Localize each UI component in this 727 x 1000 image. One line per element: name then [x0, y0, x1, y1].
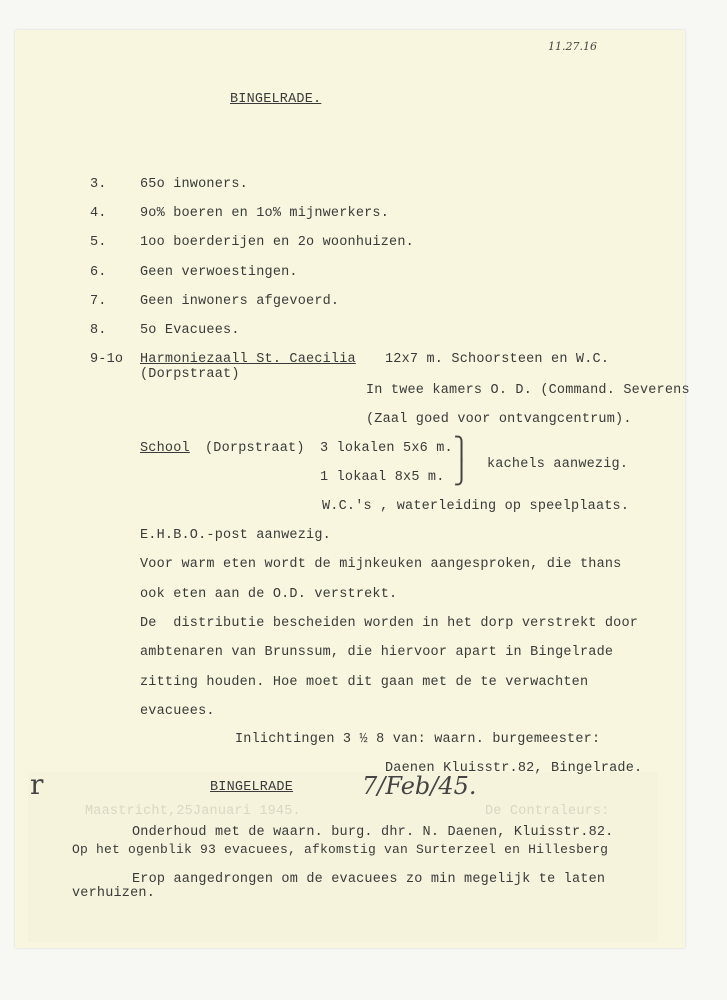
- slip-line2: Op het ogenblik 93 evacuees, afkomstig van Surterzeel en Hillesberg: [72, 842, 609, 857]
- item-text: 5o Evacuees.: [140, 323, 240, 338]
- paragraph-line: zitting houden. Hoe moet dit gaan met de te verwachten: [140, 674, 589, 690]
- item-number: 6.: [90, 264, 107, 280]
- paragraph-line: ambtenaren van Brunssum, die hiervoor apart in Bingelrade: [140, 645, 614, 661]
- bleed-through-right: De Contraleurs:: [485, 804, 610, 819]
- document-title: BINGELRADE.: [230, 92, 322, 107]
- slip-line3: Erop aangedrongen om de evacuees zo min megelijk te laten: [132, 872, 606, 887]
- item-number: 9-1o: [90, 352, 124, 367]
- hall-name: Harmoniezaall St. Caecilia: [140, 352, 356, 367]
- school-room2: 1 lokaal 8x5 m.: [320, 470, 445, 485]
- item-number: 3.: [90, 177, 107, 192]
- school-room1: 3 lokalen 5x6 m.: [320, 441, 453, 456]
- item-number: 8.: [90, 323, 107, 338]
- pasted-slip: [28, 772, 658, 942]
- paragraph-line: Voor warm eten wordt de mijnkeuken aangesproken, die thans: [140, 557, 622, 573]
- paragraph-line: E.H.B.O.-post aanwezig.: [140, 528, 331, 543]
- slip-line1: Onderhoud met de waarn. burg. dhr. N. Daenen, Kluisstr.82.: [132, 825, 614, 840]
- school-name: School: [140, 441, 190, 456]
- school-facilities: W.C.'s , waterleiding op speelplaats.: [322, 499, 630, 514]
- info-line: Inlichtingen 3 ½ 8 van: waarn. burgemeester:: [235, 732, 601, 747]
- slip-line4: verhuizen.: [72, 886, 156, 901]
- item-text: 65o inwoners.: [140, 177, 248, 192]
- brace: ⎭: [455, 461, 469, 486]
- item-number: 7.: [90, 293, 107, 309]
- item-text: 9o% boeren en 1o% mijnwerkers.: [140, 206, 390, 222]
- paragraph-line: De distributie bescheiden worden in het dorp verstrekt door: [140, 615, 639, 631]
- school-street: (Dorpstraat): [205, 441, 305, 456]
- paragraph-line: evacuees.: [140, 703, 215, 719]
- bleed-through-left: Maastricht,25Januari 1945.: [85, 804, 301, 819]
- hall-details: 12x7 m. Schoorsteen en W.C.: [385, 352, 610, 367]
- slip-title: BINGELRADE: [210, 780, 294, 795]
- hall-line2: In twee kamers O. D. (Command. Severens: [366, 383, 690, 398]
- item-number: 5.: [90, 235, 107, 251]
- hall-street: (Dorpstraat): [140, 367, 240, 382]
- info-address: Daenen Kluisstr.82, Bingelrade.: [385, 761, 643, 776]
- item-text: Geen verwoestingen.: [140, 264, 298, 280]
- item-text: 1oo boerderijen en 2o woonhuizen.: [140, 235, 414, 251]
- handwritten-date: 7/Feb/45.: [362, 772, 477, 800]
- paragraph-line: ook eten aan de O.D. verstrekt.: [140, 586, 398, 602]
- school-note: kachels aanwezig.: [487, 457, 629, 472]
- margin-mark: r: [30, 768, 44, 801]
- item-number: 4.: [90, 206, 107, 222]
- hall-line3: (Zaal goed voor ontvangcentrum).: [366, 412, 632, 427]
- brace: ⎫: [455, 437, 469, 462]
- handwritten-reference: 11.27.16: [548, 40, 597, 53]
- item-text: Geen inwoners afgevoerd.: [140, 293, 340, 309]
